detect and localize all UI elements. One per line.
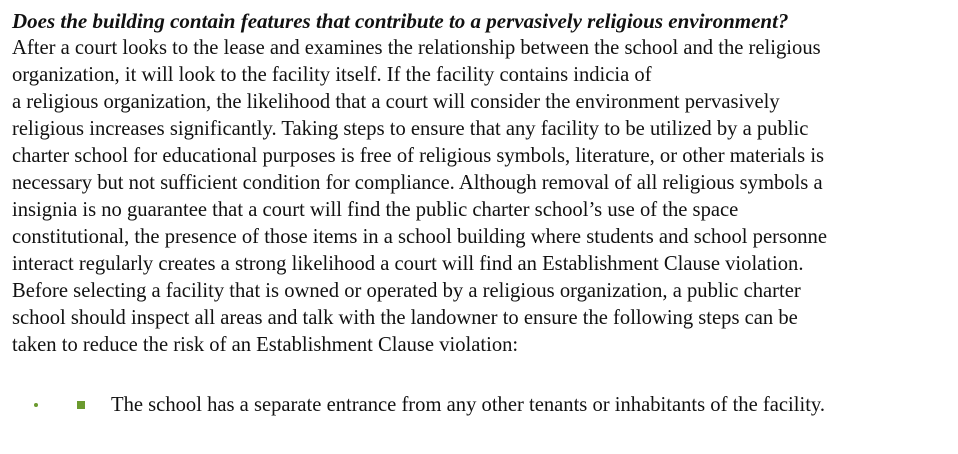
square-bullet-icon xyxy=(77,401,85,409)
dot-bullet-icon xyxy=(34,403,38,407)
paragraph-line-4: religious increases significantly. Taking steps to ensure that any facility to be utilized by a public xyxy=(12,118,809,140)
paragraph-line-11: school should inspect all areas and talk with the landowner to ensure the following steps can be xyxy=(12,307,798,329)
paragraph-line-8: constitutional, the presence of those items in a school building where students and school personne xyxy=(12,226,827,248)
paragraph-line-10: Before selecting a facility that is owned or operated by a religious organization, a public charter xyxy=(12,280,801,302)
document-body xyxy=(12,8,952,359)
paragraph-line-6: necessary but not sufficient condition for compliance. Although removal of all religious symbols a xyxy=(12,172,823,194)
paragraph-line-1: After a court looks to the lease and examines the relationship between the school and the religious xyxy=(12,37,821,59)
paragraph-line-3: a religious organization, the likelihood that a court will consider the environment pervasively xyxy=(12,91,780,113)
list-item-text: The school has a separate entrance from any other tenants or inhabitants of the facility. xyxy=(111,394,826,416)
list-item xyxy=(0,392,958,420)
steps-list xyxy=(0,392,958,420)
paragraph-line-12: taken to reduce the risk of an Establishment Clause violation: xyxy=(12,334,519,356)
section-heading: Does the building contain features that contribute to a pervasively religious environment? xyxy=(12,9,789,33)
paragraph-line-5: charter school for educational purposes is free of religious symbols, literature, or other materials is xyxy=(12,145,825,167)
paragraph-line-2: organization, it will look to the facility itself. If the facility contains indicia of xyxy=(12,64,652,86)
paragraph-line-9: interact regularly creates a strong likelihood a court will find an Establishment Clause violation. xyxy=(12,253,804,275)
paragraph-line-7: insignia is no guarantee that a court will find the public charter school’s use of the space xyxy=(12,199,739,221)
